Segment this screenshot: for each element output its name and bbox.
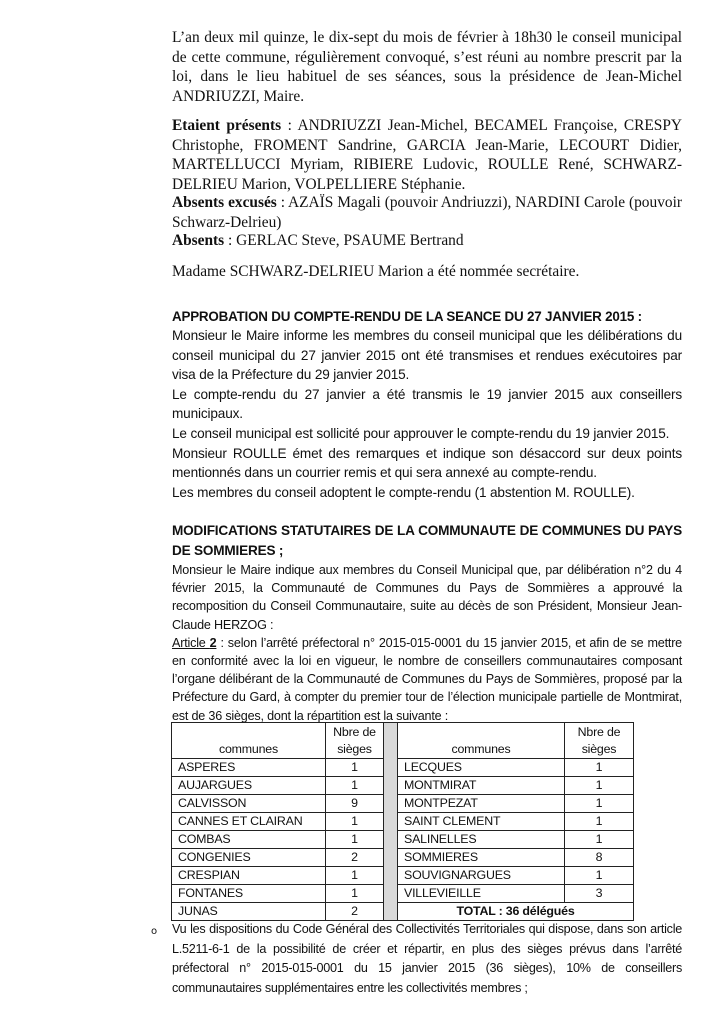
bullet-circle-icon: o bbox=[151, 926, 158, 937]
seat-count: 1 bbox=[565, 759, 634, 777]
commune-name: SALINELLES bbox=[398, 831, 565, 849]
header-sieges: Nbre de sièges bbox=[565, 723, 634, 759]
total-delegates: TOTAL : 36 délégués bbox=[398, 903, 634, 921]
section1-body bbox=[172, 326, 682, 502]
seat-count: 1 bbox=[326, 831, 384, 849]
article-label: Article 2 bbox=[172, 635, 217, 650]
table-row bbox=[172, 777, 634, 795]
present-list: : ANDRIUZZI Jean-Michel, BECAMEL Françoise, CRESPY Christophe, FROMENT Sandrine, GARCIA Jean-Marie, LECOURT Didier, MARTELLUCCI Myriam, RIBIERE Ludovic, ROULLE René, SCHWARZ-DELRIEU Marion, VOLPELLIERE Stéphanie. bbox=[172, 117, 682, 193]
commune-name: JUNAS bbox=[172, 903, 326, 921]
seat-count: 1 bbox=[565, 813, 634, 831]
seat-count: 1 bbox=[326, 867, 384, 885]
absent-members bbox=[172, 231, 682, 251]
commune-name: CONGENIES bbox=[172, 849, 326, 867]
section1-paragraph: Monsieur ROULLE émet des remarques et indique son désaccord sur deux points mentionnés dans un courrier remis et qui sera annexé au compte-rendu. bbox=[172, 445, 682, 481]
absent-list: : GERLAC Steve, PSAUME Bertrand bbox=[224, 232, 464, 249]
commune-name: COMBAS bbox=[172, 831, 326, 849]
article-2-paragraph bbox=[172, 634, 682, 725]
commune-name: AUJARGUES bbox=[172, 777, 326, 795]
seat-distribution-table bbox=[171, 722, 634, 921]
commune-name: SAINT CLEMENT bbox=[398, 813, 565, 831]
commune-name: LECQUES bbox=[398, 759, 565, 777]
commune-name: MONTPEZAT bbox=[398, 795, 565, 813]
present-members bbox=[172, 116, 682, 194]
table-row bbox=[172, 849, 634, 867]
commune-name: SOUVIGNARGUES bbox=[398, 867, 565, 885]
commune-name: CANNES ET CLAIRAN bbox=[172, 813, 326, 831]
section1-title: APPROBATION DU COMPTE-RENDU DE LA SEANCE DU 27 JANVIER 2015 : bbox=[172, 309, 642, 324]
section1-paragraph: Le compte-rendu du 27 janvier a été transmis le 19 janvier 2015 aux conseillers municipaux. bbox=[172, 386, 682, 422]
secretary-line: Madame SCHWARZ-DELRIEU Marion a été nommée secrétaire. bbox=[172, 263, 580, 280]
seat-count: 1 bbox=[326, 885, 384, 903]
section1-paragraph: Les membres du conseil adoptent le compte-rendu (1 abstention M. ROULLE). bbox=[172, 484, 635, 500]
table-row-total bbox=[172, 903, 634, 921]
present-label: Etaient présents bbox=[172, 117, 282, 134]
commune-name: CALVISSON bbox=[172, 795, 326, 813]
commune-name: SOMMIERES bbox=[398, 849, 565, 867]
seat-count: 1 bbox=[565, 867, 634, 885]
seat-count: 1 bbox=[326, 813, 384, 831]
table-gap-column bbox=[384, 723, 398, 921]
seat-count: 2 bbox=[326, 903, 384, 921]
table-row bbox=[172, 813, 634, 831]
section1-paragraph: Le conseil municipal est sollicité pour approuver le compte-rendu du 19 janvier 2015. bbox=[172, 425, 670, 441]
header-sieges: Nbre de sièges bbox=[326, 723, 384, 759]
seat-count: 1 bbox=[326, 777, 384, 795]
section2-body bbox=[172, 561, 682, 725]
bullet-paragraph: Vu les dispositions du Code Général des Collectivités Territoriales qui dispose, dans son article L.5211-6-1 de la possibilité de créer et répartir, en plus des sièges prévus dans l’arrêté préfectoral n° 2015-015-0001 du 15 janvier 2015 (36 sièges), 10% de conseillers communautaires supplémentaires entre les collectivités membres ; bbox=[172, 922, 682, 995]
seat-count: 1 bbox=[565, 777, 634, 795]
commune-name: ASPERES bbox=[172, 759, 326, 777]
absent-label: Absents bbox=[172, 232, 225, 249]
commune-name: FONTANES bbox=[172, 885, 326, 903]
commune-name: VILLEVIEILLE bbox=[398, 885, 565, 903]
commune-name: CRESPIAN bbox=[172, 867, 326, 885]
seat-count: 8 bbox=[565, 849, 634, 867]
excused-members bbox=[172, 193, 682, 232]
header-communes: communes bbox=[398, 723, 565, 759]
section1-paragraph: Monsieur le Maire informe les membres du conseil municipal que les délibérations du conseil municipal du 27 janvier 2015 ont été transmises et rendues exécutoires par visa de la Préfecture du 29 janvier 2015. bbox=[172, 328, 682, 383]
table-row bbox=[172, 867, 634, 885]
intro-paragraph: L’an deux mil quinze, le dix-sept du mois de février à 18h30 le conseil municipal de cette commune, régulièrement convoqué, s’est réuni au nombre prescrit par la loi, dans le lieu habituel de ses séances, sous la présidence de Jean-Michel ANDRIUZZI, Maire. bbox=[172, 29, 682, 105]
seat-count: 2 bbox=[326, 849, 384, 867]
table-row bbox=[172, 831, 634, 849]
table-header-row bbox=[172, 723, 634, 759]
header-communes: communes bbox=[172, 723, 326, 759]
article-text: : selon l’arrêté préfectoral n° 2015-015-0001 du 15 janvier 2015, et afin de se mettre en conformité avec la loi en vigueur, le nombre de conseillers communautaires composant l’organe délibérant de la Communauté de Communes du Pays de Sommières, proposé par la Préfecture du Gard, à compter du premier tour de l’élection municipale partielle de Montmirat, est de 36 sièges, dont la répartition est la suivante : bbox=[172, 635, 682, 723]
table-row bbox=[172, 759, 634, 777]
section2-paragraph: Monsieur le Maire indique aux membres du Conseil Municipal que, par délibération n°2 du 4 février 2015, la Communauté de Communes du Pays de Sommières a approuvé la recomposition du Conseil Communautaire, suite au décès de son Président, Monsieur Jean-Claude HERZOG : bbox=[172, 563, 682, 632]
table-row bbox=[172, 795, 634, 813]
commune-name: MONTMIRAT bbox=[398, 777, 565, 795]
seat-count: 9 bbox=[326, 795, 384, 813]
seat-count: 1 bbox=[326, 759, 384, 777]
seat-count: 3 bbox=[565, 885, 634, 903]
seat-count: 1 bbox=[565, 795, 634, 813]
excused-label: Absents excusés bbox=[172, 194, 277, 211]
excused-list: : AZAÏS Magali (pouvoir Andriuzzi), NARDINI Carole (pouvoir Schwarz-Delrieu) bbox=[172, 194, 682, 231]
seat-count: 1 bbox=[565, 831, 634, 849]
table-row bbox=[172, 885, 634, 903]
section2-title: MODIFICATIONS STATUTAIRES DE LA COMMUNAUTE DE COMMUNES DU PAYS DE SOMMIERES ; bbox=[172, 523, 682, 558]
